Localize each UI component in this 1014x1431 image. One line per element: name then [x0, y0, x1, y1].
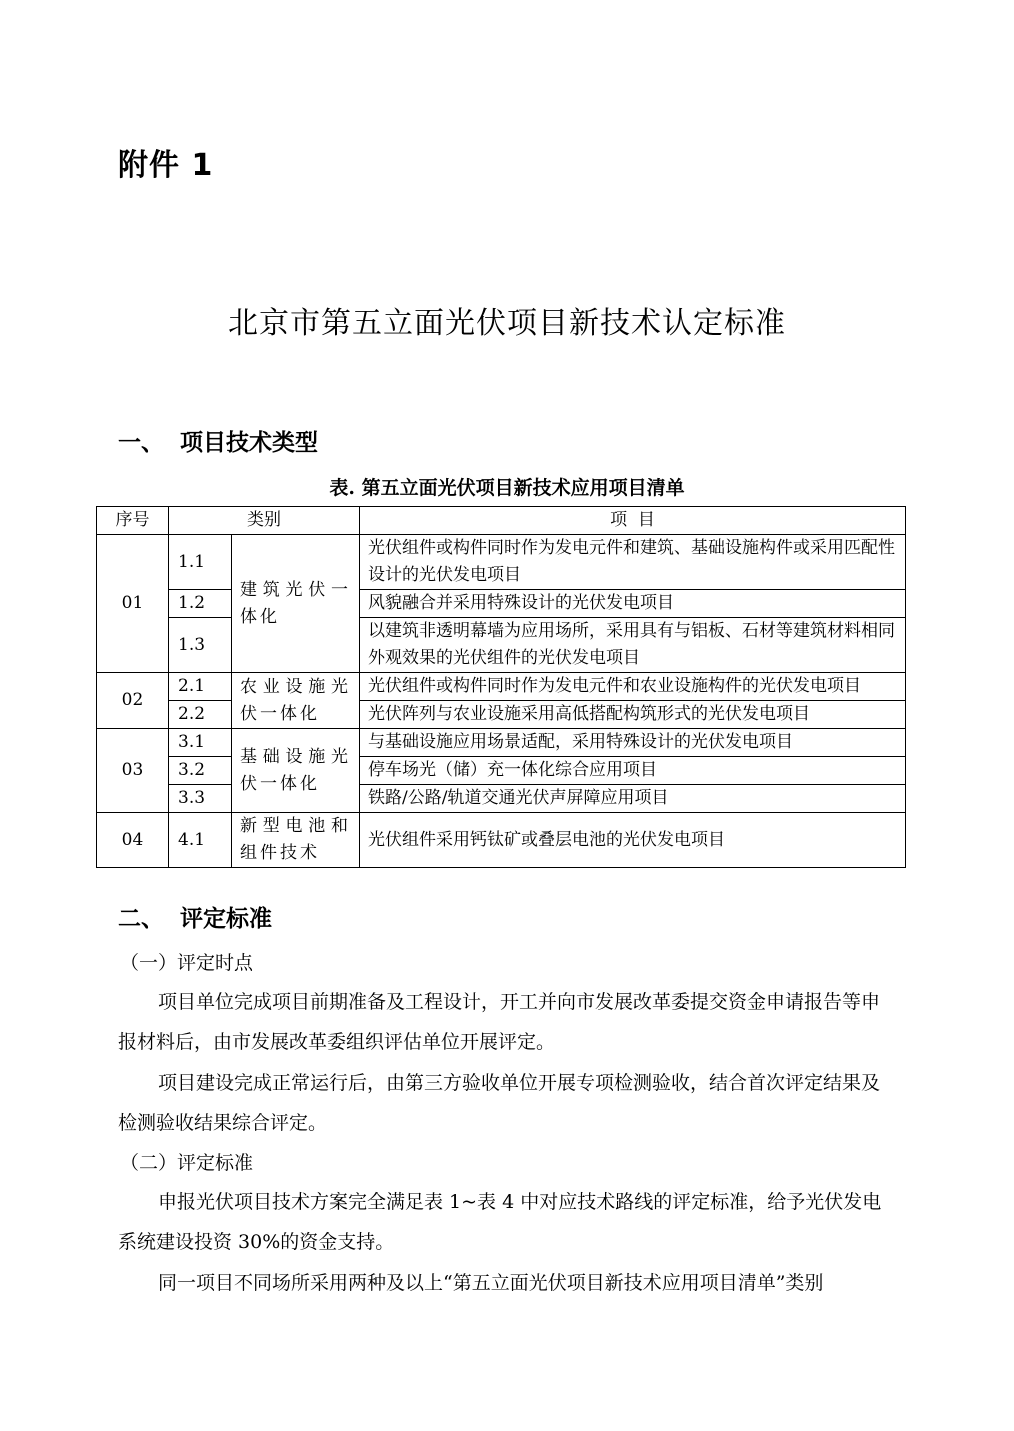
sub-number-cell: 3.1 [169, 729, 232, 757]
item-cell: 以建筑非透明幕墙为应用场所，采用具有与铝板、石材等建筑材料相同外观效果的光伏组件的光伏发电项目 [360, 618, 906, 673]
section-heading-2 [118, 900, 272, 933]
seq-cell: 02 [97, 673, 169, 729]
item-cell: 风貌融合并采用特殊设计的光伏发电项目 [360, 590, 906, 618]
table-caption: 表. 第五立面光伏项目新技术应用项目清单 [329, 477, 685, 499]
table-row [97, 729, 906, 757]
technology-table [96, 506, 906, 868]
header-category: 类别 [169, 507, 360, 535]
table-row [97, 813, 906, 868]
subsection-heading-1: （一）评定时点 [120, 952, 254, 974]
category-cell: 农业设施光伏一体化 [232, 673, 360, 729]
section-number: 一、 [118, 430, 164, 456]
sub-number-cell: 2.1 [169, 673, 232, 701]
section-title: 项目技术类型 [180, 430, 318, 456]
item-cell: 与基础设施应用场景适配，采用特殊设计的光伏发电项目 [360, 729, 906, 757]
item-cell: 光伏组件或构件同时作为发电元件和建筑、基础设施构件或采用匹配性设计的光伏发电项目 [360, 535, 906, 590]
category-cell: 基础设施光伏一体化 [232, 729, 360, 813]
attachment-label: 附件 1 [118, 148, 214, 183]
paragraph: 申报光伏项目技术方案完全满足表 1~表 4 中对应技术路线的评定标准，给予光伏发电系统建设投资 30%的资金支持。 [118, 1191, 882, 1253]
sub-number-cell: 3.3 [169, 785, 232, 813]
document-title: 北京市第五立面光伏项目新技术认定标准 [228, 306, 786, 341]
table-row [97, 701, 906, 729]
seq-cell: 03 [97, 729, 169, 813]
sub-number-cell: 4.1 [169, 813, 232, 868]
category-cell: 建筑光伏一体化 [232, 535, 360, 673]
item-cell: 光伏阵列与农业设施采用高低搭配构筑形式的光伏发电项目 [360, 701, 906, 729]
sub-number-cell: 3.2 [169, 757, 232, 785]
header-seq: 序号 [97, 507, 169, 535]
sub-number-cell: 2.2 [169, 701, 232, 729]
paragraph: 项目单位完成项目前期准备及工程设计，开工并向市发展改革委提交资金申请报告等申报材料后，由市发展改革委组织评估单位开展评定。 [118, 991, 881, 1053]
subsection-heading-2: （二）评定标准 [120, 1152, 254, 1174]
table-row [97, 535, 906, 590]
table-row [97, 590, 906, 618]
section-number: 二、 [118, 906, 164, 932]
sub-number-cell: 1.1 [169, 535, 232, 590]
paragraph: 同一项目不同场所采用两种及以上“第五立面光伏项目新技术应用项目清单”类别 [158, 1272, 824, 1294]
header-item: 项 目 [360, 507, 906, 535]
sub-number-cell: 1.2 [169, 590, 232, 618]
paragraph: 项目建设完成正常运行后，由第三方验收单位开展专项检测验收，结合首次评定结果及检测验收结果综合评定。 [118, 1072, 881, 1134]
table-row [97, 785, 906, 813]
section-heading-1 [118, 424, 318, 457]
item-cell: 铁路/公路/轨道交通光伏声屏障应用项目 [360, 785, 906, 813]
category-cell: 新型电池和组件技术 [232, 813, 360, 868]
item-cell: 光伏组件或构件同时作为发电元件和农业设施构件的光伏发电项目 [360, 673, 906, 701]
section-title: 评定标准 [180, 906, 272, 932]
item-cell: 光伏组件采用钙钛矿或叠层电池的光伏发电项目 [360, 813, 906, 868]
sub-number-cell: 1.3 [169, 618, 232, 673]
seq-cell: 01 [97, 535, 169, 673]
item-cell: 停车场光（储）充一体化综合应用项目 [360, 757, 906, 785]
table-row [97, 757, 906, 785]
table-header-row [97, 507, 906, 535]
table-row [97, 673, 906, 701]
seq-cell: 04 [97, 813, 169, 868]
table-row [97, 618, 906, 673]
